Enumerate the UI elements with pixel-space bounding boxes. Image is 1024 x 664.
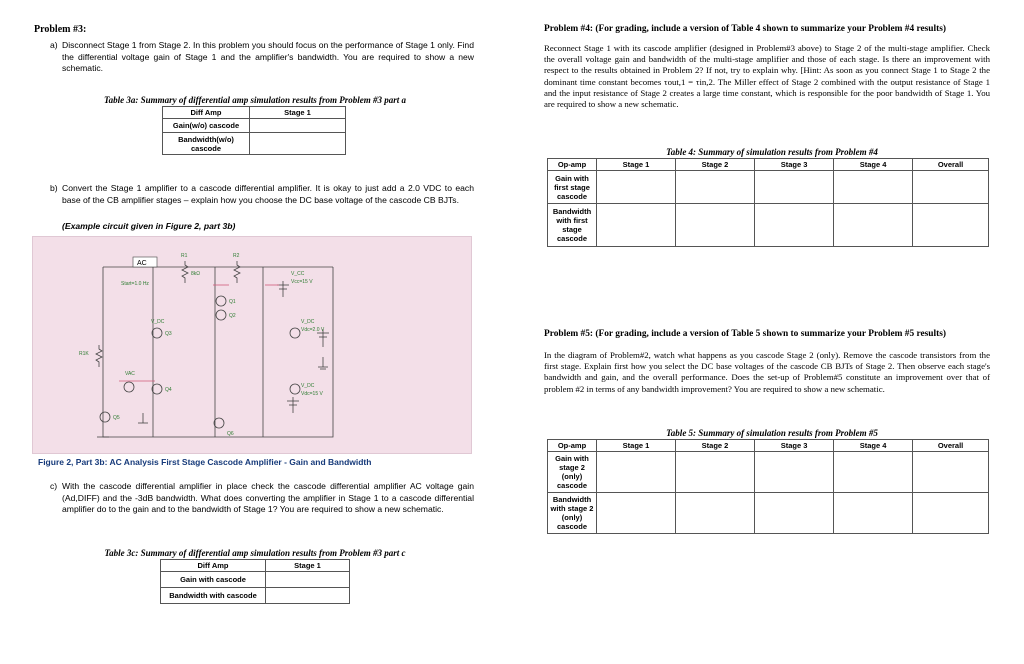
table-header-cell: Stage 3	[755, 159, 834, 171]
part-b-label: b)	[50, 183, 58, 193]
part-c-text: With the cascode differential amplifier in place check the cascode differential amplifier AC voltage gain (Ad,DIFF) and the -3dB bandwidth. What does converting the amplifier in Stage 1 to a cascode differential amplifier do to the gain and to the bandwidth of Stage 1? You are required to show a new schematic.	[62, 481, 474, 514]
table-cell	[755, 171, 834, 204]
table-cell	[676, 204, 755, 247]
table-header-cell: Overall	[913, 440, 989, 452]
table-row	[548, 440, 989, 452]
table-row	[548, 159, 989, 171]
part-a-text: Disconnect Stage 1 from Stage 2. In this problem you should focus on the performance of Stage 1 only. Find the differential voltage gain of Stage 1 and the amplifier's bandwidth. You are required to show a new schematic.	[62, 40, 474, 73]
schematic-drawing	[33, 237, 471, 453]
part-a-label: a)	[50, 40, 58, 50]
table-row	[161, 588, 350, 604]
schematic-q3-label: Q3	[165, 331, 172, 337]
table-cell	[597, 493, 676, 534]
table-cell	[266, 572, 350, 588]
table-cell	[755, 204, 834, 247]
table-3a-caption: Table 3a: Summary of differential amp simulation results from Problem #3 part a	[103, 95, 407, 105]
table-header-cell: Stage 4	[834, 440, 913, 452]
part-c-label: c)	[50, 481, 58, 491]
schematic-r1-label: R1	[181, 253, 188, 259]
schematic-q5-label: Q5	[113, 415, 120, 421]
table-row-label: Bandwidth with cascode	[161, 588, 266, 604]
table-cell	[834, 452, 913, 493]
table-header-cell: Overall	[913, 159, 989, 171]
table-header-cell: Op-amp	[548, 159, 597, 171]
schematic-q6-label: Q6	[227, 431, 234, 437]
schematic-q1-label: Q1	[229, 299, 236, 305]
schematic-ac-label: AC	[137, 260, 147, 267]
table-row	[548, 493, 989, 534]
table-cell	[250, 119, 346, 133]
problem-5-text: In the diagram of Problem#2, watch what happens as you cascode Stage 2 (only). Remove the cascode transistors from the first stage. Explain first how you select the DC base voltages of the cascode CB BJTs of Stage 2. Then observe each stage's bandwidth and gain, and the overall performance. Does the set-up of Problem#5 constitute an improvement over that of problem #2 in terms of any bandwidth improvement? You are required to show a new schematic.	[544, 350, 990, 394]
table-row-label: Bandwidth(w/o) cascode	[163, 133, 250, 155]
table-row	[548, 171, 989, 204]
table-cell	[913, 171, 989, 204]
table-4	[547, 158, 989, 247]
schematic-q2-label: Q2	[229, 313, 236, 319]
right-page	[512, 0, 1024, 664]
schematic-q4-label: Q4	[165, 387, 172, 393]
table-row	[548, 204, 989, 247]
schematic-rload-label: 8kΩ	[191, 271, 201, 277]
table-cell	[597, 171, 676, 204]
problem-3-title: Problem #3:	[34, 24, 87, 35]
table-cell	[755, 452, 834, 493]
table-header-cell: Stage 2	[676, 159, 755, 171]
table-header-cell: Stage 2	[676, 440, 755, 452]
schematic-vcc-value: Vcc=15 V	[291, 279, 313, 285]
table-cell	[676, 171, 755, 204]
table-row	[161, 560, 350, 572]
table-5	[547, 439, 989, 534]
schematic-rs-label: R1K	[79, 351, 89, 357]
table-3a	[162, 106, 346, 155]
table-3c	[160, 559, 350, 604]
table-header-cell: Stage 4	[834, 159, 913, 171]
table-cell	[834, 204, 913, 247]
table-cell	[676, 493, 755, 534]
table-cell	[834, 171, 913, 204]
circuit-schematic	[32, 236, 472, 454]
table-cell	[834, 493, 913, 534]
table-cell	[597, 452, 676, 493]
table-cell	[913, 452, 989, 493]
table-row	[163, 119, 346, 133]
figure-2-caption: Figure 2, Part 3b: AC Analysis First Stage Cascode Amplifier - Gain and Bandwidth	[38, 457, 372, 467]
schematic-vee-label: V_DC	[301, 383, 315, 389]
table-4-caption: Table 4: Summary of simulation results from Problem #4	[666, 147, 878, 157]
table-header-cell: Stage 1	[597, 440, 676, 452]
table-row	[161, 572, 350, 588]
table-header-cell: Op-amp	[548, 440, 597, 452]
table-cell	[250, 133, 346, 155]
table-row	[548, 452, 989, 493]
table-header-cell: Stage 3	[755, 440, 834, 452]
table-cell	[755, 493, 834, 534]
table-row-label: Gain with stage 2 (only) cascode	[548, 452, 597, 493]
table-header-cell: Stage 1	[266, 560, 350, 572]
schematic-vdc2-label: V_DC	[301, 319, 315, 325]
table-row-label: Gain with first stage cascode	[548, 171, 597, 204]
schematic-vcc-label: V_CC	[291, 271, 305, 277]
table-cell	[913, 493, 989, 534]
schematic-sweep-label: Start=1.0 Hz	[121, 281, 149, 287]
table-row-label: Gain(w/o) cascode	[163, 119, 250, 133]
table-3c-caption: Table 3c: Summary of differential amp simulation results from Problem #3 part c	[104, 548, 406, 558]
table-row	[163, 107, 346, 119]
problem-4-text: Reconnect Stage 1 with its cascode amplifier (designed in Problem#3 above) to Stage 2 of the multi-stage amplifier. Check the overall voltage gain and bandwidth of the multi-stage amplifier and those of each stage. Is there an improvement with respect to the results obtained in Problem 2? If not, try to explain why. [Hint: As soon as you connect Stage 1 to Stage 2 the dominant time constant becomes τout,1 = τin,2. The Miller effect of Stage 2 combined with the output resistance of Stage 1 and the input resistance of Stage 2 creates a large time constant, which is responsible for the poor bandwidth of Stage 1. You are required to show a new schematic.	[544, 43, 990, 110]
part-b-text: Convert the Stage 1 amplifier to a cascode differential amplifier. It is okay to just add a 2.0 VDC to each base of the CB amplifier stages – explain how you choose the DC base voltage of the cascode CB BJTs.	[62, 183, 474, 205]
schematic-vdc-value: Vdc=2.0 V	[301, 327, 325, 333]
table-cell	[597, 204, 676, 247]
table-row	[163, 133, 346, 155]
table-row-label: Gain with cascode	[161, 572, 266, 588]
problem-5-title: Problem #5: (For grading, include a version of Table 5 shown to summarize your Problem #5 results)	[544, 329, 946, 339]
table-5-caption: Table 5: Summary of simulation results from Problem #5	[666, 428, 878, 438]
table-header-cell: Stage 1	[597, 159, 676, 171]
table-header-cell: Diff Amp	[163, 107, 250, 119]
problem-4-title: Problem #4: (For grading, include a version of Table 4 shown to summarize your Problem #4 results)	[544, 24, 946, 34]
part-b-example: (Example circuit given in Figure 2, part 3b)	[62, 221, 236, 231]
table-cell	[676, 452, 755, 493]
schematic-r2-label: R2	[233, 253, 240, 259]
table-row-label: Bandwidth with stage 2 (only) cascode	[548, 493, 597, 534]
schematic-vee-value: Vdc=15 V	[301, 391, 323, 397]
schematic-source-label: VAC	[125, 371, 135, 377]
schematic-vdc1-label: V_DC	[151, 319, 165, 325]
table-cell	[266, 588, 350, 604]
table-cell	[913, 204, 989, 247]
table-row-label: Bandwidth with first stage cascode	[548, 204, 597, 247]
table-header-cell: Diff Amp	[161, 560, 266, 572]
table-header-cell: Stage 1	[250, 107, 346, 119]
